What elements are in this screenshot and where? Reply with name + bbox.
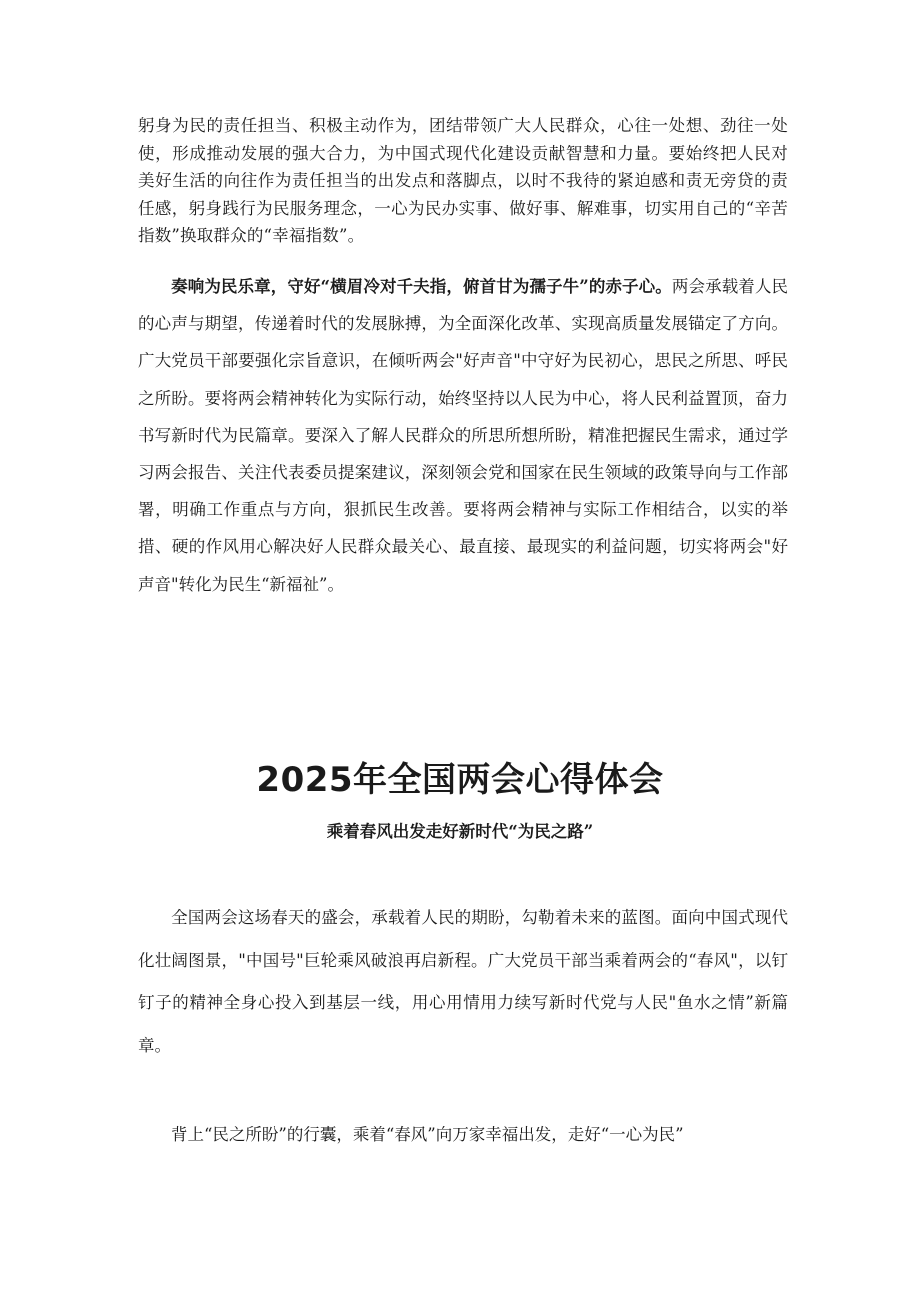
paragraph-body-text: 两会承载着人民的心声与期望，传递着时代的发展脉搏，为全面深化改革、实现高质量发展锚定了方向。广大党员干部要强化宗旨意识，在倾听两会"好声音"中守好为民初心，思民之所思、呼民之所盼。要将两会精神转化为实际行动，始终坚持以人民为中心，将人民利益置顶，奋力书写新时代为民篇章。要深入了解人民群众的所思所想所盼，精准把握民生需求，通过学习两会报告、关注代表委员提案建议，深刻领会党和国家在民生领域的政策导向与工作部署，明确工作重点与方向，狠抓民生改善。要将两会精神与实际工作相结合，以实的举措、硬的作风用心解决好人民群众最关心、最直接、最现实的利益问题，切实将两会"好声音"转化为民生“新福祉”。 — [138, 277, 789, 594]
document-title: 2025年全国两会心得体会 — [256, 760, 664, 800]
document-subtitle: 乘着春风出发走好新时代“为民之路” — [326, 822, 594, 841]
body-paragraph-4 — [138, 1114, 788, 1156]
paragraph-text: 背上“民之所盼”的行囊，乘着“春风”向万家幸福出发，走好“一心为民” — [171, 1125, 684, 1144]
paragraph-lead-sentence: 奏响为民乐章，守好“横眉冷对千夫指，俯首甘为孺子牛”的赤子心。 — [171, 277, 672, 296]
body-paragraph-2 — [138, 268, 788, 603]
paragraph-text: 全国两会这场春天的盛会，承载着人民的期盼，勾勒着未来的蓝图。面向中国式现代化壮阔图景，"中国号"巨轮乘风破浪再启新程。广大党员干部当乘着两会的“春风"，以钉钉子的精神全身心投入到基层一线，用心用情用力续写新时代党与人民"鱼水之情”新篇章。 — [138, 908, 788, 1055]
body-paragraph-3 — [138, 897, 788, 1067]
body-paragraph-1: 躬身为民的责任担当、积极主动作为，团结带领广大人民群众，心往一处想、劲往一处使，形成推动发展的强大合力，为中国式现代化建设贡献智慧和力量。要始终把人民对美好生活的向往作为责任担当的出发点和落脚点，以时不我待的紧迫感和责无旁贷的责任感，躬身践行为民服务理念，一心为民办实事、做好事、解难事，切实用自己的“辛苦指数”换取群众的“幸福指数”。 — [138, 116, 788, 245]
